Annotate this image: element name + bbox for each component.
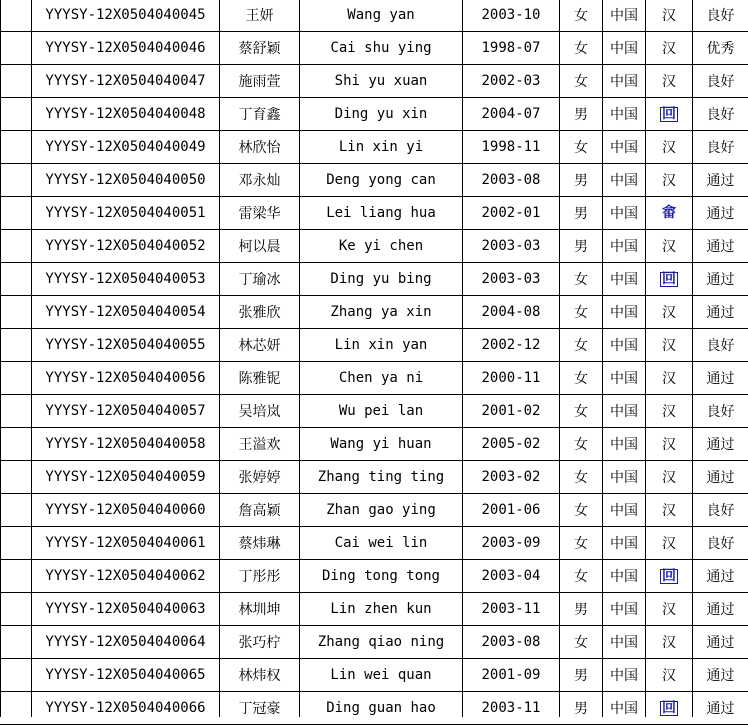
table-row xyxy=(1,0,748,32)
student-id-cell[interactable]: YYYSY-12X0504040054 xyxy=(32,296,220,329)
row-header-cell[interactable] xyxy=(1,626,32,659)
pinyin-name-cell[interactable]: Shi yu xuan xyxy=(300,65,463,98)
nationality-cell[interactable]: 中国 xyxy=(603,395,646,428)
nationality-cell[interactable]: 中国 xyxy=(603,626,646,659)
student-name-cell[interactable]: 丁冠豪 xyxy=(220,692,300,725)
pinyin-name-cell[interactable]: Chen ya ni xyxy=(300,362,463,395)
nationality-cell[interactable]: 中国 xyxy=(603,32,646,65)
gender-cell[interactable]: 男 xyxy=(560,593,603,626)
gender-cell[interactable]: 女 xyxy=(560,263,603,296)
row-header-cell[interactable] xyxy=(1,230,32,263)
grade-cell[interactable]: 通过 xyxy=(693,692,748,725)
grade-cell[interactable]: 通过 xyxy=(693,461,748,494)
gender-cell[interactable]: 女 xyxy=(560,560,603,593)
student-name-cell[interactable]: 林圳坤 xyxy=(220,593,300,626)
row-header-cell[interactable] xyxy=(1,0,32,32)
ethnicity-text: 回 xyxy=(660,701,678,716)
birth-date-cell[interactable]: 2003-08 xyxy=(463,164,560,197)
ethnicity-cell[interactable]: 汉 xyxy=(646,659,693,692)
student-name-cell[interactable]: 詹高颖 xyxy=(220,494,300,527)
pinyin-name-cell[interactable]: Ke yi chen xyxy=(300,230,463,263)
birth-date-cell[interactable]: 1998-07 xyxy=(463,32,560,65)
pinyin-name-cell[interactable]: Lin xin yi xyxy=(300,131,463,164)
student-name-cell[interactable]: 丁育鑫 xyxy=(220,98,300,131)
row-header-cell[interactable] xyxy=(1,131,32,164)
birth-date-cell[interactable]: 2001-06 xyxy=(463,494,560,527)
pinyin-name-cell[interactable]: Lin xin yan xyxy=(300,329,463,362)
table-row xyxy=(1,296,748,329)
table-row xyxy=(1,32,748,65)
birth-date-cell[interactable]: 1998-11 xyxy=(463,131,560,164)
nationality-cell[interactable]: 中国 xyxy=(603,98,646,131)
ethnicity-cell[interactable] xyxy=(646,560,693,593)
ethnicity-cell[interactable] xyxy=(646,197,693,230)
ethnicity-cell[interactable]: 汉 xyxy=(646,329,693,362)
gender-cell[interactable]: 女 xyxy=(560,362,603,395)
table-row xyxy=(1,329,748,362)
gender-cell[interactable]: 女 xyxy=(560,494,603,527)
nationality-cell[interactable]: 中国 xyxy=(603,197,646,230)
gender-cell[interactable]: 女 xyxy=(560,395,603,428)
pinyin-name-cell[interactable]: Wang yi huan xyxy=(300,428,463,461)
nationality-cell[interactable]: 中国 xyxy=(603,296,646,329)
nationality-cell[interactable]: 中国 xyxy=(603,65,646,98)
student-id-cell[interactable]: YYYSY-12X0504040052 xyxy=(32,230,220,263)
student-name-cell[interactable]: 张雅欣 xyxy=(220,296,300,329)
pinyin-name-cell[interactable]: Ding yu xin xyxy=(300,98,463,131)
student-id-cell[interactable]: YYYSY-12X0504040066 xyxy=(32,692,220,725)
grade-cell[interactable]: 良好 xyxy=(693,494,748,527)
pinyin-name-cell[interactable]: Cai wei lin xyxy=(300,527,463,560)
row-header-cell[interactable] xyxy=(1,428,32,461)
student-name-cell[interactable]: 施雨萱 xyxy=(220,65,300,98)
birth-date-cell[interactable]: 2003-09 xyxy=(463,527,560,560)
birth-date-cell[interactable]: 2003-03 xyxy=(463,230,560,263)
birth-date-cell[interactable]: 2001-02 xyxy=(463,395,560,428)
student-id-cell[interactable]: YYYSY-12X0504040060 xyxy=(32,494,220,527)
ethnicity-cell[interactable]: 汉 xyxy=(646,131,693,164)
gender-cell[interactable]: 男 xyxy=(560,98,603,131)
nationality-cell[interactable]: 中国 xyxy=(603,329,646,362)
gender-cell[interactable]: 女 xyxy=(560,527,603,560)
ethnicity-cell[interactable]: 汉 xyxy=(646,362,693,395)
student-id-cell[interactable]: YYYSY-12X0504040065 xyxy=(32,659,220,692)
ethnicity-cell[interactable]: 汉 xyxy=(646,164,693,197)
birth-date-cell[interactable]: 2003-11 xyxy=(463,593,560,626)
pinyin-name-cell[interactable]: Zhan gao ying xyxy=(300,494,463,527)
pinyin-name-cell[interactable]: Wang yan xyxy=(300,0,463,32)
birth-date-cell[interactable]: 2003-08 xyxy=(463,626,560,659)
ethnicity-cell[interactable]: 汉 xyxy=(646,461,693,494)
row-header-cell[interactable] xyxy=(1,659,32,692)
gender-cell[interactable]: 男 xyxy=(560,692,603,725)
grade-cell[interactable]: 良好 xyxy=(693,131,748,164)
table-row xyxy=(1,626,748,659)
gender-cell[interactable]: 男 xyxy=(560,230,603,263)
row-header-cell[interactable] xyxy=(1,560,32,593)
grade-cell[interactable]: 良好 xyxy=(693,98,748,131)
nationality-cell[interactable]: 中国 xyxy=(603,428,646,461)
ethnicity-text: 回 xyxy=(660,107,678,122)
pinyin-name-cell[interactable]: Deng yong can xyxy=(300,164,463,197)
student-id-cell[interactable]: YYYSY-12X0504040064 xyxy=(32,626,220,659)
table-row xyxy=(1,65,748,98)
row-header-cell[interactable] xyxy=(1,395,32,428)
row-header-cell[interactable] xyxy=(1,461,32,494)
birth-date-cell[interactable]: 2003-04 xyxy=(463,560,560,593)
grade-cell[interactable]: 通过 xyxy=(693,197,748,230)
nationality-cell[interactable]: 中国 xyxy=(603,527,646,560)
row-header-cell[interactable] xyxy=(1,65,32,98)
student-name-cell[interactable]: 陈雅铌 xyxy=(220,362,300,395)
grade-cell[interactable]: 通过 xyxy=(693,230,748,263)
student-name-cell[interactable]: 丁瑜冰 xyxy=(220,263,300,296)
nationality-cell[interactable]: 中国 xyxy=(603,659,646,692)
student-name-cell[interactable]: 王妍 xyxy=(220,0,300,32)
student-name-cell[interactable]: 王溢欢 xyxy=(220,428,300,461)
sheet-tab-strip xyxy=(0,717,748,724)
student-id-cell[interactable]: YYYSY-12X0504040061 xyxy=(32,527,220,560)
student-name-cell[interactable]: 蔡炜琳 xyxy=(220,527,300,560)
student-id-cell[interactable]: YYYSY-12X0504040046 xyxy=(32,32,220,65)
table-row xyxy=(1,395,748,428)
student-id-cell[interactable]: YYYSY-12X0504040050 xyxy=(32,164,220,197)
student-id-cell[interactable]: YYYSY-12X0504040058 xyxy=(32,428,220,461)
birth-date-cell[interactable]: 2001-09 xyxy=(463,659,560,692)
pinyin-name-cell[interactable]: Zhang qiao ning xyxy=(300,626,463,659)
ethnicity-cell[interactable]: 汉 xyxy=(646,428,693,461)
grade-cell[interactable]: 通过 xyxy=(693,362,748,395)
ethnicity-cell[interactable]: 汉 xyxy=(646,527,693,560)
row-header-cell[interactable] xyxy=(1,593,32,626)
row-header-cell[interactable] xyxy=(1,98,32,131)
ethnicity-text: 畲 xyxy=(661,207,677,220)
grade-cell[interactable]: 通过 xyxy=(693,626,748,659)
table-row xyxy=(1,428,748,461)
student-name-cell[interactable]: 林炜权 xyxy=(220,659,300,692)
nationality-cell[interactable]: 中国 xyxy=(603,131,646,164)
gender-cell[interactable]: 女 xyxy=(560,131,603,164)
birth-date-cell[interactable]: 2003-10 xyxy=(463,0,560,32)
table-row xyxy=(1,593,748,626)
student-id-cell[interactable]: YYYSY-12X0504040051 xyxy=(32,197,220,230)
student-name-cell[interactable]: 张巧柠 xyxy=(220,626,300,659)
table-row xyxy=(1,560,748,593)
ethnicity-cell[interactable]: 汉 xyxy=(646,32,693,65)
birth-date-cell[interactable]: 2003-11 xyxy=(463,692,560,725)
grade-cell[interactable]: 良好 xyxy=(693,395,748,428)
gender-cell[interactable]: 女 xyxy=(560,296,603,329)
grade-cell[interactable]: 通过 xyxy=(693,263,748,296)
pinyin-name-cell[interactable]: Lin wei quan xyxy=(300,659,463,692)
table-row xyxy=(1,362,748,395)
ethnicity-cell[interactable] xyxy=(646,98,693,131)
birth-date-cell[interactable]: 2004-07 xyxy=(463,98,560,131)
pinyin-name-cell[interactable]: Ding tong tong xyxy=(300,560,463,593)
birth-date-cell[interactable]: 2002-12 xyxy=(463,329,560,362)
nationality-cell[interactable]: 中国 xyxy=(603,593,646,626)
pinyin-name-cell[interactable]: Zhang ting ting xyxy=(300,461,463,494)
table-row xyxy=(1,197,748,230)
gender-cell[interactable]: 女 xyxy=(560,0,603,32)
table-row xyxy=(1,527,748,560)
ethnicity-text: 回 xyxy=(660,569,678,584)
student-id-cell[interactable]: YYYSY-12X0504040049 xyxy=(32,131,220,164)
row-header-cell[interactable] xyxy=(1,32,32,65)
student-id-cell[interactable]: YYYSY-12X0504040057 xyxy=(32,395,220,428)
student-id-cell[interactable]: YYYSY-12X0504040056 xyxy=(32,362,220,395)
pinyin-name-cell[interactable]: Zhang ya xin xyxy=(300,296,463,329)
nationality-cell[interactable]: 中国 xyxy=(603,362,646,395)
table-row xyxy=(1,98,748,131)
student-name-cell[interactable]: 林欣怡 xyxy=(220,131,300,164)
grade-cell[interactable]: 通过 xyxy=(693,560,748,593)
pinyin-name-cell[interactable]: Lei liang hua xyxy=(300,197,463,230)
table-row xyxy=(1,494,748,527)
row-header-cell[interactable] xyxy=(1,527,32,560)
gender-cell[interactable]: 女 xyxy=(560,329,603,362)
grade-cell[interactable]: 良好 xyxy=(693,527,748,560)
gender-cell[interactable]: 女 xyxy=(560,428,603,461)
gender-cell[interactable]: 女 xyxy=(560,626,603,659)
nationality-cell[interactable]: 中国 xyxy=(603,0,646,32)
table-row xyxy=(1,263,748,296)
pinyin-name-cell[interactable]: Wu pei lan xyxy=(300,395,463,428)
pinyin-name-cell[interactable]: Lin zhen kun xyxy=(300,593,463,626)
gender-cell[interactable]: 男 xyxy=(560,164,603,197)
gender-cell[interactable]: 女 xyxy=(560,65,603,98)
grade-cell[interactable]: 通过 xyxy=(693,428,748,461)
nationality-cell[interactable]: 中国 xyxy=(603,461,646,494)
gender-cell[interactable]: 女 xyxy=(560,32,603,65)
ethnicity-cell[interactable]: 汉 xyxy=(646,593,693,626)
birth-date-cell[interactable]: 2000-11 xyxy=(463,362,560,395)
ethnicity-text: 回 xyxy=(660,272,678,287)
nationality-cell[interactable]: 中国 xyxy=(603,494,646,527)
nationality-cell[interactable]: 中国 xyxy=(603,230,646,263)
student-id-cell[interactable]: YYYSY-12X0504040063 xyxy=(32,593,220,626)
ethnicity-cell[interactable]: 汉 xyxy=(646,0,693,32)
nationality-cell[interactable]: 中国 xyxy=(603,560,646,593)
table-row xyxy=(1,131,748,164)
nationality-cell[interactable]: 中国 xyxy=(603,263,646,296)
student-id-cell[interactable]: YYYSY-12X0504040062 xyxy=(32,560,220,593)
student-name-cell[interactable]: 蔡舒颖 xyxy=(220,32,300,65)
student-name-cell[interactable]: 吴培岚 xyxy=(220,395,300,428)
ethnicity-cell[interactable]: 汉 xyxy=(646,494,693,527)
grade-cell[interactable]: 通过 xyxy=(693,659,748,692)
student-id-cell[interactable]: YYYSY-12X0504040048 xyxy=(32,98,220,131)
birth-date-cell[interactable]: 2005-02 xyxy=(463,428,560,461)
table-row xyxy=(1,230,748,263)
table-row xyxy=(1,659,748,692)
grade-cell[interactable]: 通过 xyxy=(693,296,748,329)
student-name-cell[interactable]: 张婷婷 xyxy=(220,461,300,494)
row-header-cell[interactable] xyxy=(1,494,32,527)
birth-date-cell[interactable]: 2003-03 xyxy=(463,263,560,296)
grade-cell[interactable]: 良好 xyxy=(693,65,748,98)
student-name-cell[interactable]: 丁彤彤 xyxy=(220,560,300,593)
birth-date-cell[interactable]: 2003-02 xyxy=(463,461,560,494)
birth-date-cell[interactable]: 2002-01 xyxy=(463,197,560,230)
birth-date-cell[interactable]: 2004-08 xyxy=(463,296,560,329)
student-id-cell[interactable]: YYYSY-12X0504040045 xyxy=(32,0,220,32)
student-name-cell[interactable]: 雷梁华 xyxy=(220,197,300,230)
student-id-cell[interactable]: YYYSY-12X0504040059 xyxy=(32,461,220,494)
grade-cell[interactable]: 通过 xyxy=(693,593,748,626)
row-header-cell[interactable] xyxy=(1,329,32,362)
ethnicity-cell[interactable]: 汉 xyxy=(646,65,693,98)
gender-cell[interactable]: 男 xyxy=(560,197,603,230)
row-header-cell[interactable] xyxy=(1,164,32,197)
student-name-cell[interactable]: 柯以晨 xyxy=(220,230,300,263)
student-id-cell[interactable]: YYYSY-12X0504040053 xyxy=(32,263,220,296)
pinyin-name-cell[interactable]: Ding guan hao xyxy=(300,692,463,725)
student-id-cell[interactable]: YYYSY-12X0504040047 xyxy=(32,65,220,98)
pinyin-name-cell[interactable]: Cai shu ying xyxy=(300,32,463,65)
ethnicity-cell[interactable] xyxy=(646,263,693,296)
student-id-cell[interactable]: YYYSY-12X0504040055 xyxy=(32,329,220,362)
nationality-cell[interactable]: 中国 xyxy=(603,164,646,197)
table-row xyxy=(1,461,748,494)
ethnicity-cell[interactable]: 汉 xyxy=(646,230,693,263)
ethnicity-cell[interactable]: 汉 xyxy=(646,395,693,428)
student-name-cell[interactable]: 林芯妍 xyxy=(220,329,300,362)
table-row xyxy=(1,164,748,197)
row-header-cell[interactable] xyxy=(1,296,32,329)
student-name-cell[interactable]: 邓永灿 xyxy=(220,164,300,197)
grade-cell[interactable]: 良好 xyxy=(693,0,748,32)
nationality-cell[interactable]: 中国 xyxy=(603,692,646,725)
gender-cell[interactable]: 男 xyxy=(560,659,603,692)
grade-cell[interactable]: 优秀 xyxy=(693,32,748,65)
grade-cell[interactable]: 良好 xyxy=(693,329,748,362)
birth-date-cell[interactable]: 2002-03 xyxy=(463,65,560,98)
row-header-cell[interactable] xyxy=(1,197,32,230)
roster-body xyxy=(1,0,748,725)
row-header-cell[interactable] xyxy=(1,263,32,296)
row-header-cell[interactable] xyxy=(1,362,32,395)
ethnicity-cell[interactable]: 汉 xyxy=(646,296,693,329)
grade-cell[interactable]: 通过 xyxy=(693,164,748,197)
gender-cell[interactable]: 女 xyxy=(560,461,603,494)
pinyin-name-cell[interactable]: Ding yu bing xyxy=(300,263,463,296)
ethnicity-cell[interactable]: 汉 xyxy=(646,626,693,659)
